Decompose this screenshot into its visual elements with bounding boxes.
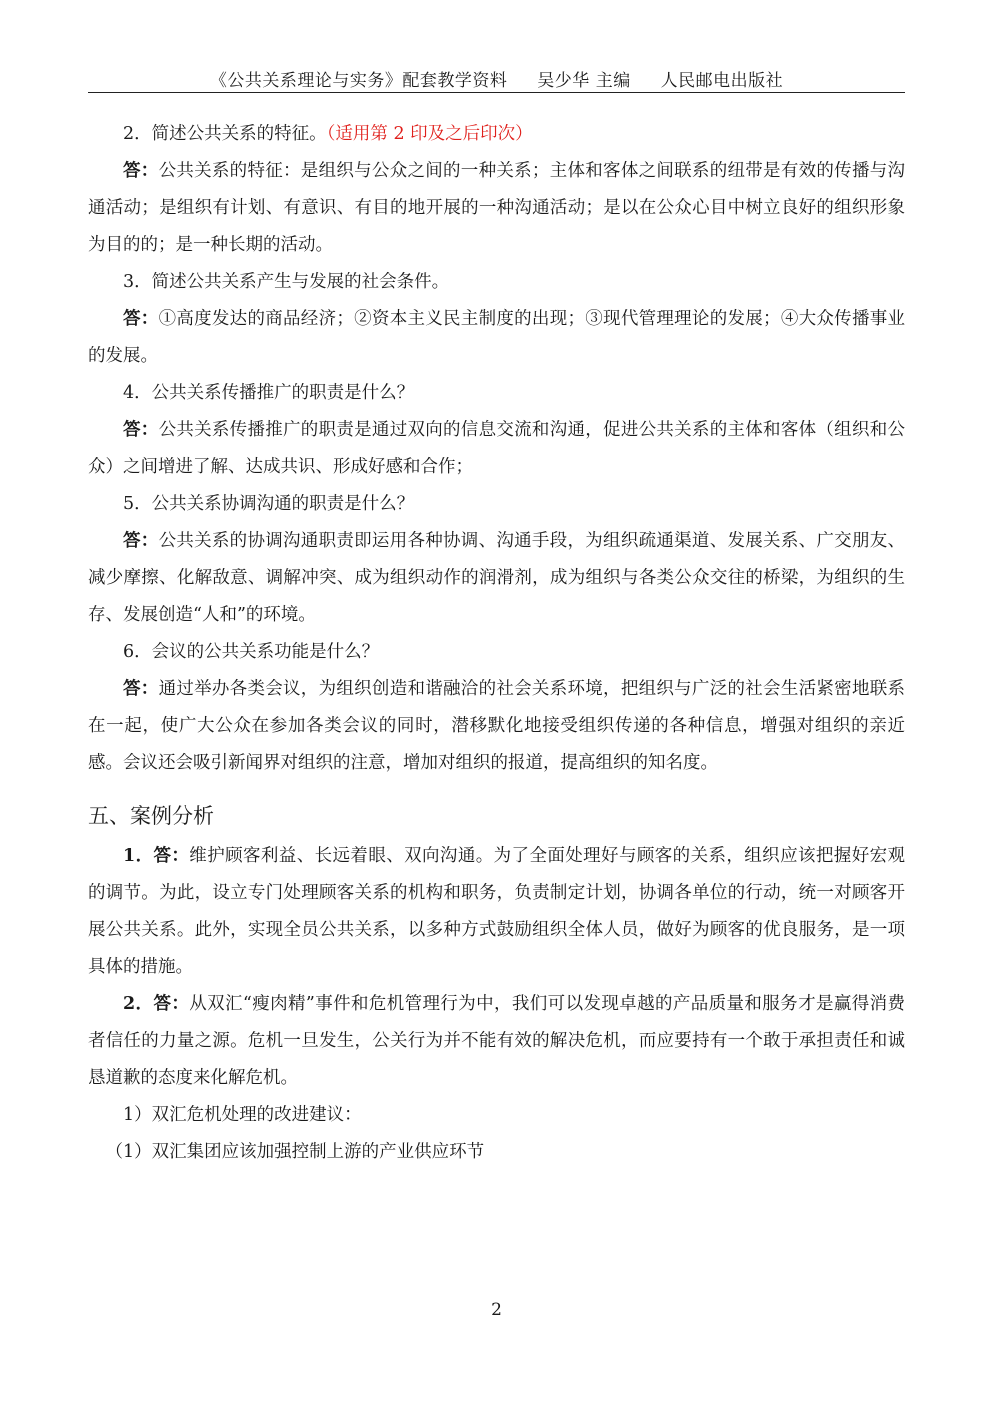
answer-3-text: ①高度发达的商品经济；②资本主义民主制度的出现；③现代管理理论的发展；④大众传播事业的发展。 <box>88 309 906 366</box>
case-sub-heading-1: 1）双汇危机处理的改进建议： <box>123 1105 362 1125</box>
answer-3-label: 答： <box>123 309 159 329</box>
answer-4-text: 公共关系传播推广的职责是通过双向的信息交流和沟通，促进公共关系的主体和客体（组织和公众）之间增进了解、达成共识、形成好感和合作； <box>88 420 906 477</box>
page-number: 2 <box>491 1300 502 1320</box>
answer-5-label: 答： <box>123 531 159 551</box>
question-6-title: 6．会议的公共关系功能是什么？ <box>123 642 380 662</box>
question-5-title: 5．公共关系协调沟通的职责是什么？ <box>123 494 415 514</box>
answer-6 <box>88 671 905 782</box>
answer-3 <box>88 301 905 375</box>
question-5 <box>88 486 905 523</box>
answer-6-text: 通过举办各类会议，为组织创造和谐融洽的社会关系环境，把组织与广泛的社会生活紧密地联系在一起，使广大公众在参加各类会议的同时，潜移默化地接受组织传递的各种信息，增强对组织的亲近感。会议还会吸引新闻界对组织的注意，增加对组织的报道，提高组织的知名度。 <box>88 679 906 773</box>
page-content <box>88 116 905 1171</box>
page-header <box>88 66 905 91</box>
question-3 <box>88 264 905 301</box>
header-divider <box>88 92 905 93</box>
question-2-note: （适用第 2 印及之后印次） <box>326 124 533 144</box>
header-editor: 吴少华 主编 <box>537 71 631 91</box>
case-answer-2-text: 从双汇“瘦肉精”事件和危机管理行为中，我们可以发现卓越的产品质量和服务才是赢得消费者信任的力量之源。危机一旦发生，公关行为并不能有效的解决危机，而应要持有一个敢于承担责任和诚恳道歉的态度来化解危机。 <box>88 994 905 1088</box>
question-2 <box>88 116 905 153</box>
answer-4 <box>88 412 905 486</box>
question-4 <box>88 375 905 412</box>
case-answer-2-label: 2．答： <box>123 994 190 1014</box>
answer-5 <box>88 523 905 634</box>
header-book-title: 《公共关系理论与实务》配套教学资料 <box>209 71 508 91</box>
case-sub-item-1: （1）双汇集团应该加强控制上游的产业供应环节 <box>105 1142 485 1162</box>
answer-5-text: 公共关系的协调沟通职责即运用各种协调、沟通手段，为组织疏通渠道、发展关系、广交朋友、减少摩擦、化解敌意、调解冲突、成为组织动作的润滑剂，成为组织与各类公众交往的桥梁，为组织的生存、发展创造“人和”的环境。 <box>88 531 906 625</box>
answer-2-label: 答： <box>123 161 159 181</box>
question-4-title: 4．公共关系传播推广的职责是什么？ <box>123 383 415 403</box>
case-answer-1-label: 1．答： <box>123 846 190 866</box>
answer-2 <box>88 153 905 264</box>
question-2-title: 2．简述公共关系的特征。 <box>123 124 327 144</box>
question-3-title: 3．简述公共关系产生与发展的社会条件。 <box>123 272 450 292</box>
case-analysis-heading: 五、案例分析 <box>88 804 214 828</box>
header-publisher: 人民邮电出版社 <box>660 71 784 91</box>
question-6 <box>88 634 905 671</box>
answer-4-label: 答： <box>123 420 159 440</box>
answer-2-text: 公共关系的特征：是组织与公众之间的一种关系；主体和客体之间联系的纽带是有效的传播与沟通活动；是组织有计划、有意识、有目的地开展的一种沟通活动；是以在公众心目中树立良好的组织形象为目的的；是一种长期的活动。 <box>88 161 906 255</box>
case-answer-1-text: 维护顾客利益、长远着眼、双向沟通。为了全面处理好与顾客的关系，组织应该把握好宏观的调节。为此，设立专门处理顾客关系的机构和职务，负责制定计划，协调各单位的行动，统一对顾客开展公共关系。此外，实现全员公共关系，以多种方式鼓励组织全体人员，做好为顾客的优良服务，是一项具体的措施。 <box>88 846 905 977</box>
case-answer-2 <box>88 986 905 1097</box>
answer-6-label: 答： <box>123 679 159 699</box>
case-answer-1 <box>88 838 905 986</box>
